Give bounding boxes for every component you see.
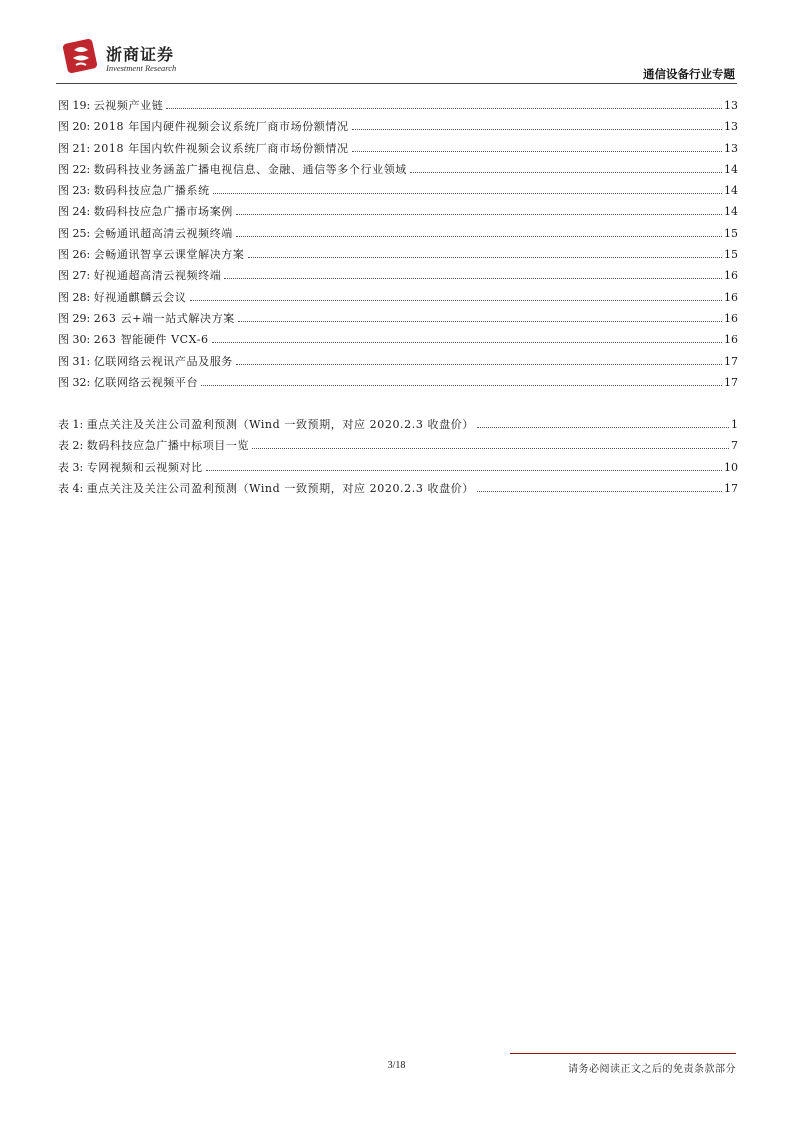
toc-entry-page: 15 bbox=[724, 226, 738, 240]
toc-entry-label: 2018 年国内硬件视频会议系统厂商市场份额情况 bbox=[93, 120, 349, 134]
header-divider bbox=[56, 83, 737, 84]
toc-entry[interactable] bbox=[58, 269, 738, 290]
toc-leader bbox=[352, 129, 722, 130]
toc-entry-page: 10 bbox=[724, 460, 738, 474]
toc-entry-prefix: 图 29: bbox=[58, 311, 91, 325]
toc-entry-label: 亿联网络云视讯产品及服务 bbox=[93, 354, 233, 368]
toc-entry-prefix: 表 1: bbox=[58, 418, 84, 431]
toc-entry-page: 15 bbox=[724, 248, 738, 262]
report-title: 通信设备行业专题 bbox=[643, 67, 735, 81]
toc-entry[interactable] bbox=[58, 184, 738, 205]
toc-entry-prefix: 图 24: bbox=[58, 205, 91, 219]
toc-entry-prefix: 图 20: bbox=[58, 120, 91, 134]
toc-leader bbox=[190, 300, 722, 301]
toc-leader bbox=[236, 214, 722, 215]
toc-entry[interactable] bbox=[58, 418, 738, 439]
toc-entry-label: 专网视频和云视频对比 bbox=[86, 460, 203, 474]
toc-entry-label: 2018 年国内软件视频会议系统厂商市场份额情况 bbox=[93, 141, 349, 155]
toc-entry[interactable] bbox=[58, 312, 738, 333]
toc-entry[interactable] bbox=[58, 120, 738, 141]
page-header bbox=[56, 34, 737, 82]
toc-entry-page: 14 bbox=[724, 162, 738, 176]
footer-divider bbox=[510, 1053, 736, 1054]
toc-entry-page: 7 bbox=[731, 439, 738, 453]
toc-entry-prefix: 图 27: bbox=[58, 269, 91, 283]
toc-entry-label: 云视频产业链 bbox=[93, 99, 164, 112]
toc-entry[interactable] bbox=[58, 461, 738, 482]
toc-entry-page: 1 bbox=[731, 418, 738, 431]
toc-entry-prefix: 图 22: bbox=[58, 162, 91, 176]
toc-entry-page: 13 bbox=[724, 99, 738, 112]
toc-entry-prefix: 图 21: bbox=[58, 141, 91, 155]
toc-entry-page: 16 bbox=[724, 333, 738, 347]
toc-entry-prefix: 图 32: bbox=[58, 375, 91, 389]
toc-entry-page: 14 bbox=[724, 205, 738, 219]
toc-entry[interactable] bbox=[58, 99, 738, 120]
toc-entry[interactable] bbox=[58, 142, 738, 163]
toc-leader bbox=[213, 193, 722, 194]
toc-entry-prefix: 图 31: bbox=[58, 354, 91, 368]
toc-entry-label: 重点关注及关注公司盈利预测（Wind 一致预期，对应 2020.2.3 收盘价） bbox=[86, 418, 474, 431]
toc-entry-page: 13 bbox=[724, 120, 738, 134]
toc-entry-label: 数码科技业务涵盖广播电视信息、金融、通信等多个行业领域 bbox=[93, 162, 407, 176]
toc-entry-label: 会畅通讯智享云课堂解决方案 bbox=[93, 248, 245, 262]
figure-index bbox=[58, 99, 738, 397]
toc-entry-prefix: 图 23: bbox=[58, 184, 91, 198]
toc-entry[interactable] bbox=[58, 248, 738, 269]
toc-entry-prefix: 表 2: bbox=[58, 439, 84, 453]
toc-leader bbox=[252, 448, 729, 449]
toc-entry-page: 14 bbox=[724, 184, 738, 198]
page-number: 3/18 bbox=[387, 1060, 406, 1071]
toc-entry-label: 好视通麒麟云会议 bbox=[93, 290, 187, 304]
toc-entry-label: 263 智能硬件 VCX-6 bbox=[93, 333, 209, 347]
disclaimer-note: 请务必阅读正文之后的免责条款部分 bbox=[568, 1064, 736, 1075]
toc-entry-label: 数码科技应急广播市场案例 bbox=[93, 205, 233, 219]
toc-entry-prefix: 图 25: bbox=[58, 226, 91, 240]
toc-entry-label: 好视通超高清云视频终端 bbox=[93, 269, 222, 283]
toc-leader bbox=[166, 108, 722, 109]
toc-entry-label: 数码科技应急广播中标项目一览 bbox=[86, 439, 250, 453]
toc-leader bbox=[477, 491, 722, 492]
toc-entry-prefix: 图 19: bbox=[58, 99, 91, 112]
brand-logo-icon bbox=[62, 36, 100, 76]
toc-leader bbox=[352, 151, 722, 152]
brand-name-en: Investment Research bbox=[106, 63, 177, 73]
toc-leader bbox=[201, 385, 722, 386]
toc-entry-page: 13 bbox=[724, 141, 738, 155]
toc-entry-page: 17 bbox=[724, 481, 738, 495]
toc-entry-page: 17 bbox=[724, 375, 738, 389]
toc-entry-prefix: 表 4: bbox=[58, 481, 84, 495]
toc-entry-prefix: 图 30: bbox=[58, 333, 91, 347]
toc-entry[interactable] bbox=[58, 376, 738, 397]
toc-entry[interactable] bbox=[58, 482, 738, 503]
toc-leader bbox=[410, 172, 722, 173]
toc-leader bbox=[238, 321, 722, 322]
toc-entry[interactable] bbox=[58, 205, 738, 226]
toc-leader bbox=[224, 278, 722, 279]
toc-entry[interactable] bbox=[58, 439, 738, 460]
table-index bbox=[58, 418, 738, 503]
toc-leader bbox=[206, 470, 722, 471]
toc-leader bbox=[212, 342, 722, 343]
toc-entry-label: 会畅通讯超高清云视频终端 bbox=[93, 226, 233, 240]
toc-leader bbox=[236, 236, 722, 237]
toc-entry-page: 17 bbox=[724, 354, 738, 368]
brand-name-cn: 浙商证券 bbox=[106, 45, 175, 64]
toc-entry-page: 16 bbox=[724, 290, 738, 304]
toc-entry-label: 重点关注及关注公司盈利预测（Wind 一致预期，对应 2020.2.3 收盘价） bbox=[86, 481, 474, 495]
toc-entry[interactable] bbox=[58, 163, 738, 184]
toc-entry[interactable] bbox=[58, 333, 738, 354]
toc-entry[interactable] bbox=[58, 355, 738, 376]
toc-leader bbox=[248, 257, 722, 258]
toc-entry-prefix: 图 28: bbox=[58, 290, 91, 304]
toc-entry-label: 数码科技应急广播系统 bbox=[93, 184, 210, 198]
toc-entry-prefix: 表 3: bbox=[58, 460, 84, 474]
toc-entry-prefix: 图 26: bbox=[58, 248, 91, 262]
toc-entry-label: 亿联网络云视频平台 bbox=[93, 375, 199, 389]
toc-entry-label: 263 云+端一站式解决方案 bbox=[93, 311, 235, 325]
toc-entry-page: 16 bbox=[724, 311, 738, 325]
toc-leader bbox=[236, 364, 722, 365]
toc-entry-page: 16 bbox=[724, 269, 738, 283]
toc-entry[interactable] bbox=[58, 291, 738, 312]
toc-leader bbox=[477, 427, 729, 428]
toc-entry[interactable] bbox=[58, 227, 738, 248]
